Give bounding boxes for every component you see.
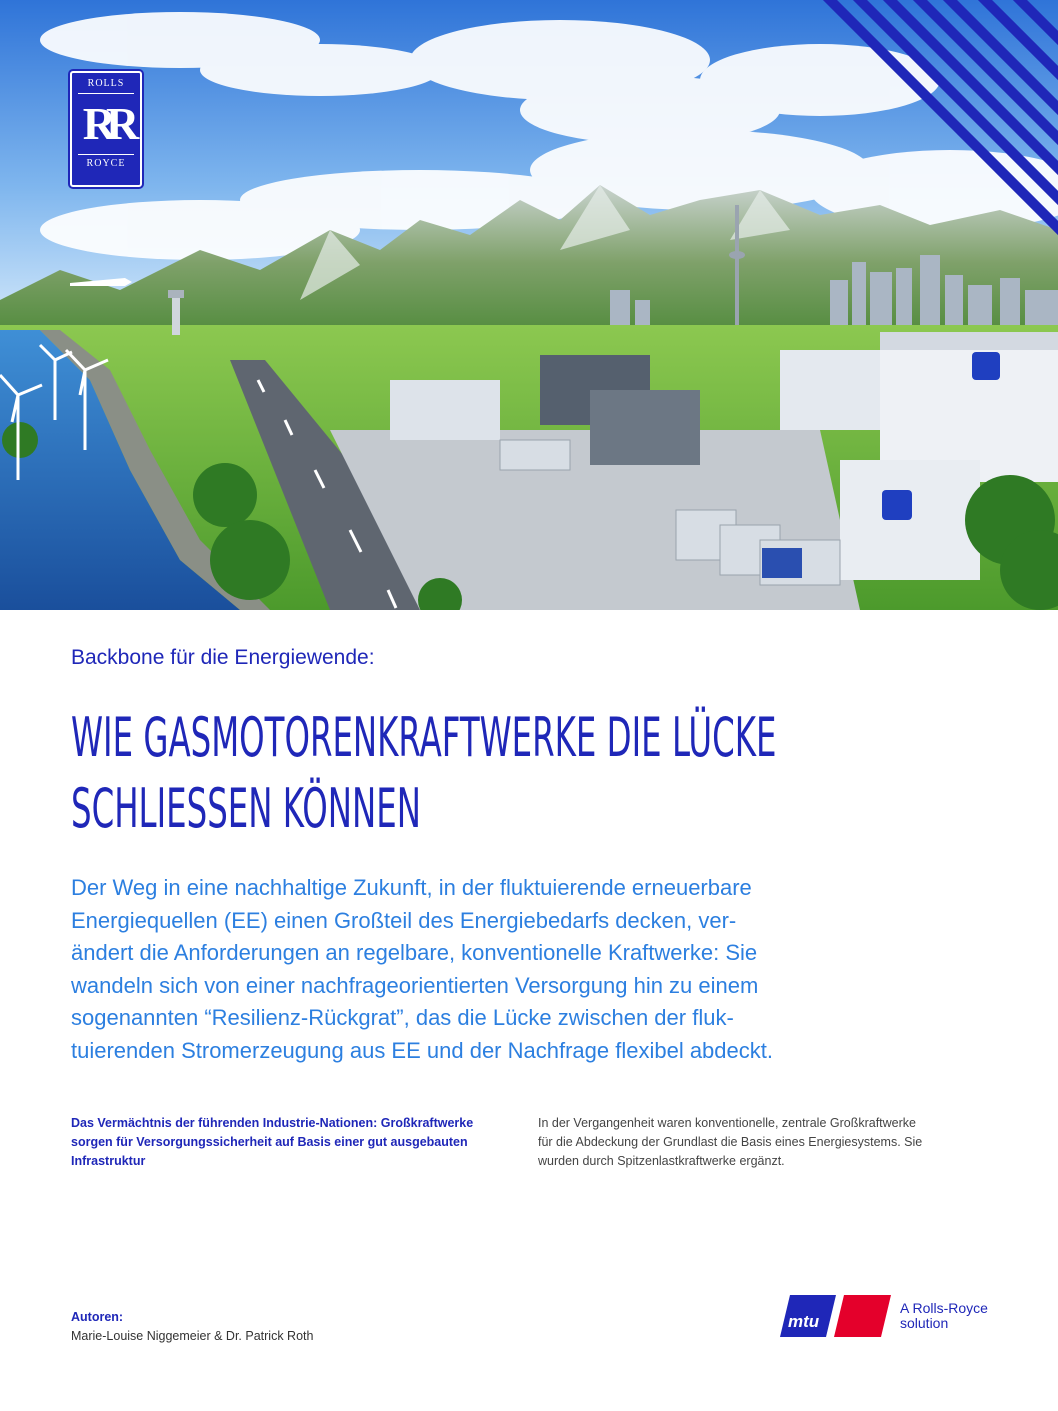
headline-line-1: WIE GASMOTORENKRAFTWERKE DIE LÜCKE: [71, 706, 777, 769]
energy-landscape-image: [0, 0, 1058, 610]
hero-illustration: [0, 0, 1058, 610]
headline-line-2: SCHLIESSEN KÖNNEN: [71, 777, 421, 840]
mtu-tagline-line-2: solution: [900, 1315, 949, 1331]
caption-line-2: sorgen für Versorgungssicherheit auf Basis einer gut ausgebauten: [71, 1135, 468, 1149]
lead-line-4: wandeln sich von einer nachfrageorientierten Versorgung hin zu einem: [71, 972, 759, 998]
body-line-3: wurden durch Spitzenlastkraftwerke ergänzt.: [538, 1154, 785, 1168]
lead-line-2: Energiequellen (EE) einen Großteil des Energiebedarfs decken, ver-: [71, 907, 737, 933]
lead-line-1: Der Weg in eine nachhaltige Zukunft, in der fluktuierende erneuerbare: [71, 875, 752, 900]
mtu-tagline-line-1: A Rolls-Royce: [900, 1300, 988, 1316]
article-lead: [71, 872, 971, 1067]
caption-line-3: Infrastruktur: [71, 1154, 146, 1168]
rr-logo-top-word: ROLLS: [87, 78, 125, 89]
lead-line-6: tuierenden Stromerzeugung aus EE und der Nachfrage flexibel abdeckt.: [71, 1037, 773, 1063]
mtu-logo-red-shape: [834, 1295, 891, 1337]
caption-line-1: Das Vermächtnis der führenden Industrie-Nationen: Großkraftwerke: [71, 1116, 474, 1130]
mtu-tagline: [900, 1301, 988, 1331]
lead-line-5: sogenannten “Resilienz-Rückgrat”, das die Lücke zwischen der fluk-: [71, 1005, 734, 1030]
rr-logo-bottom-word: ROYCE: [86, 158, 126, 169]
image-caption: [71, 1114, 521, 1171]
authors-label: Autoren:: [71, 1310, 124, 1324]
body-paragraph: [538, 1114, 998, 1171]
body-line-2: für die Abdeckung der Grundlast die Basis eines Energiesystems. Sie: [538, 1135, 923, 1149]
mtu-wordmark: mtu: [788, 1312, 820, 1331]
article-kicker: Backbone für die Energiewende:: [71, 646, 375, 669]
authors-names: Marie-Louise Niggemeier & Dr. Patrick Roth: [71, 1329, 314, 1343]
authors-block: [71, 1308, 313, 1346]
lead-line-3: ändert die Anforderungen an regelbare, konventionelle Kraftwerke: Sie: [71, 940, 758, 965]
rr-logo-monogram: RR: [78, 93, 134, 155]
body-line-1: In der Vergangenheit waren konventionelle, zentrale Großkraftwerke: [538, 1116, 916, 1130]
rolls-royce-logo: [70, 71, 142, 187]
mtu-logo: [778, 1291, 893, 1341]
article-headline: [71, 702, 1007, 844]
